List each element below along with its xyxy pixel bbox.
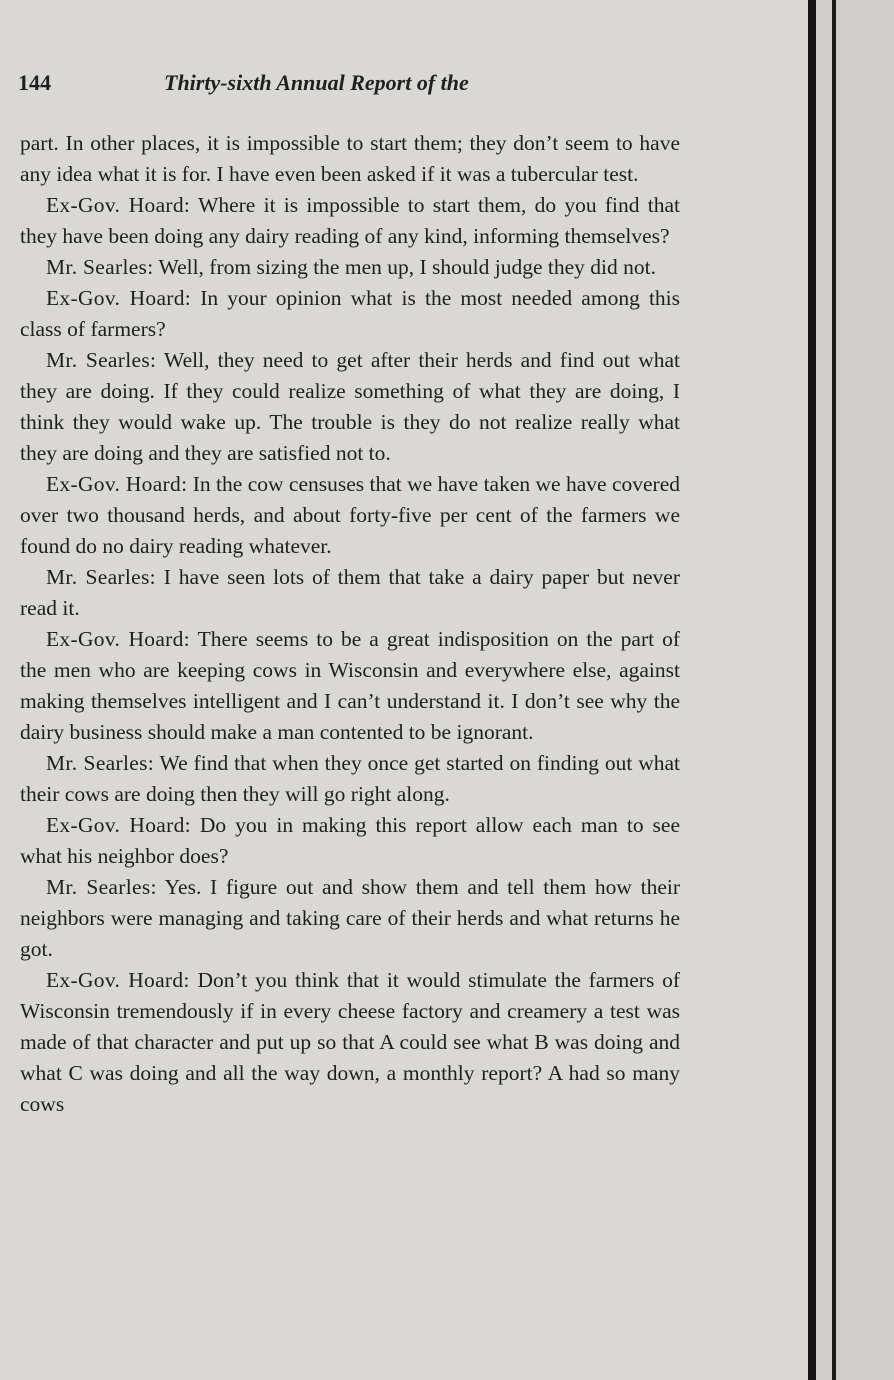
speaker-label: Mr. Searles: [46,348,157,372]
running-title: Thirty-sixth Annual Report of the [164,70,469,95]
paragraph [20,252,680,283]
paragraph [20,624,680,748]
paragraph [20,283,680,345]
book-binding-edge [808,0,894,1380]
paragraph [20,810,680,872]
paragraph-text: In the cow censuses that we have taken we have covered over two thousand herds, and about forty-five per cent of the farmers we found do no dairy reading whatever. [20,472,680,558]
speaker-label: Ex-Gov. Hoard: [46,627,190,651]
paragraph-text: In your opinion what is the most needed among this class of farmers? [20,286,681,341]
paragraph [20,872,680,965]
page-number: 144 [18,70,51,95]
body-text [20,128,680,1120]
speaker-label: Mr. Searles: [46,751,155,775]
paragraph [20,965,680,1120]
speaker-label: Mr. Searles: [46,565,156,589]
binding-inner-line [832,0,836,1380]
speaker-label: Ex-Gov. Hoard: [46,968,190,992]
paragraph-text: Well, from sizing the men up, I should judge they did not. [158,255,656,279]
speaker-label: Ex-Gov. Hoard: [46,286,192,310]
paragraph-text: I have seen lots of them that take a dairy paper but never read it. [20,565,681,620]
paragraph-text: Do you in making this report allow each man to see what his neighbor does? [20,813,681,868]
paragraph [20,469,680,562]
paragraph-text: Don’t you think that it would stimulate the farmers of Wisconsin tremendously if in every cheese factory and creamery a test was made of that character and put up so that A could see what B was doing and what C was doing and all the way down, a monthly report? A had so many cows [20,968,680,1116]
paragraph [20,345,680,469]
paragraph [20,190,680,252]
paragraph-text: There seems to be a great indisposition on the part of the men who are keeping cows in Wisconsin and everywhere else, against making themselves intelligent and I can’t understand it. I don’t see why the dairy business should make a man contented to be ignorant. [20,627,680,744]
paragraph-text: Yes. I figure out and show them and tell them how their neighbors were managing and taking care of their herds and what returns he got. [20,875,680,961]
paragraph [20,748,680,810]
paragraph-text: Where it is impossible to start them, do you find that they have been doing any dairy reading of any kind, informing themselves? [20,193,680,248]
speaker-label: Ex-Gov. Hoard: [46,193,191,217]
speaker-label: Ex-Gov. Hoard: [46,813,191,837]
paragraph-text: Well, they need to get after their herds and find out what they are doing. If they could realize something of what they are doing, I think they would wake up. The trouble is they do not realize really what they are doing and they are satisfied not to. [20,348,680,465]
paragraph-text: part. In other places, it is impossible to start them; they don’t seem to have any idea what it is for. I have even been asked if it was a tubercular test. [20,131,680,186]
speaker-label: Mr. Searles: [46,875,157,899]
speaker-label: Ex-Gov. Hoard: [46,472,188,496]
speaker-label: Mr. Searles: [46,255,154,279]
paragraph [20,562,680,624]
paragraph-text: We find that when they once get started on finding out what their cows are doing then they will go right along. [20,751,681,806]
paragraph [20,128,680,190]
page-header [18,70,678,100]
binding-shadow-line [808,0,816,1380]
